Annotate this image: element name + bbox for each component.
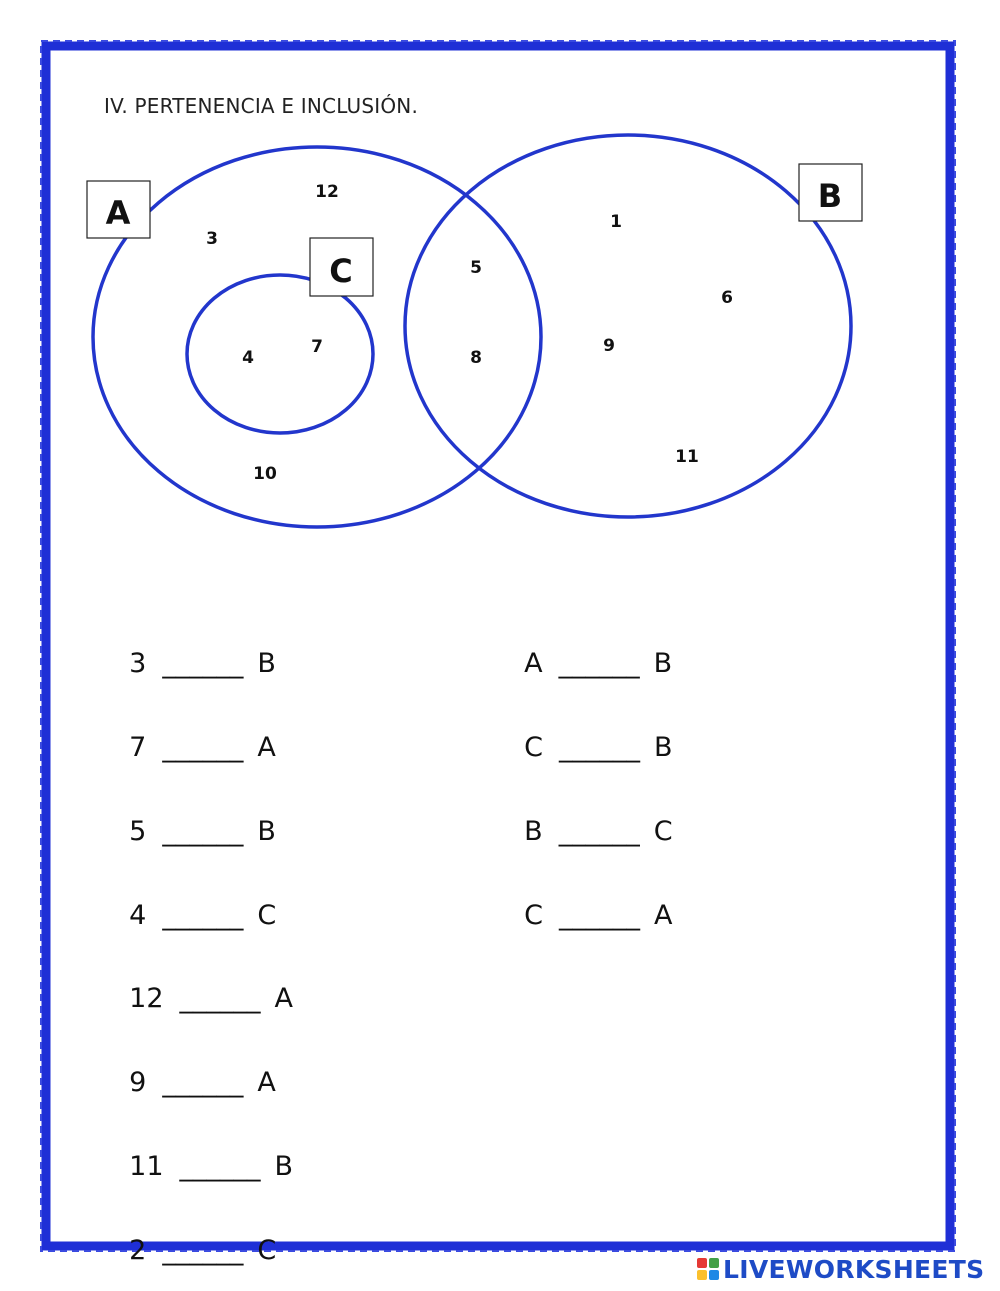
answer-blank[interactable]: ______ xyxy=(162,1235,244,1266)
element-1: 1 xyxy=(610,212,622,232)
element-7: 7 xyxy=(311,337,323,357)
svg-text:C: C xyxy=(329,252,353,290)
answer-blank[interactable]: ______ xyxy=(559,732,641,763)
liveworksheets-logo-icon xyxy=(697,1258,719,1280)
element-6: 6 xyxy=(721,288,733,308)
set-c-label xyxy=(310,238,373,296)
element-11: 11 xyxy=(675,447,699,467)
answer-blank[interactable]: ______ xyxy=(162,732,244,763)
element-4: 4 xyxy=(242,348,254,368)
set-a-label xyxy=(87,181,150,238)
liveworksheets-logo xyxy=(697,1254,984,1284)
answer-blank[interactable]: ______ xyxy=(162,1067,244,1098)
answer-blank[interactable]: ______ xyxy=(179,1151,261,1182)
question-row: 2 ______ C xyxy=(112,1191,276,1231)
svg-text:A: A xyxy=(105,194,131,232)
answer-blank[interactable]: ______ xyxy=(558,816,640,847)
answer-blank[interactable]: ______ xyxy=(179,983,261,1014)
brand-name: LIVEWORKSHEETS xyxy=(723,1254,985,1284)
set-c-circle xyxy=(187,275,373,433)
set-b-circle xyxy=(405,135,851,517)
question-row: C ______ B xyxy=(507,688,673,728)
section-title: IV. PERTENENCIA E INCLUSIÓN. xyxy=(104,94,419,118)
answer-blank[interactable]: ______ xyxy=(162,816,244,847)
question-row: 11 ______ B xyxy=(112,1107,293,1147)
element-12: 12 xyxy=(315,182,339,202)
question-row: 5 ______ B xyxy=(112,772,276,812)
question-row: 9 ______ A xyxy=(112,1023,276,1063)
question-row: 3 ______ B xyxy=(112,604,276,644)
element-5: 5 xyxy=(470,258,482,278)
answer-blank[interactable]: ______ xyxy=(558,648,640,679)
question-row: 4 ______ C xyxy=(112,856,276,896)
set-b-label xyxy=(799,164,862,221)
question-row: C ______ A xyxy=(507,856,673,896)
answer-blank[interactable]: ______ xyxy=(162,900,244,931)
question-row: 12 ______ A xyxy=(112,939,293,979)
question-row: 7 ______ A xyxy=(112,688,276,728)
element-10: 10 xyxy=(253,464,277,484)
answer-blank[interactable]: ______ xyxy=(162,648,244,679)
element-8: 8 xyxy=(470,348,482,368)
element-9: 9 xyxy=(603,336,615,356)
question-row: A ______ B xyxy=(507,604,672,644)
question-row: B ______ C xyxy=(507,772,673,812)
answer-blank[interactable]: ______ xyxy=(559,900,641,931)
svg-text:B: B xyxy=(817,177,843,215)
element-3: 3 xyxy=(206,229,218,249)
